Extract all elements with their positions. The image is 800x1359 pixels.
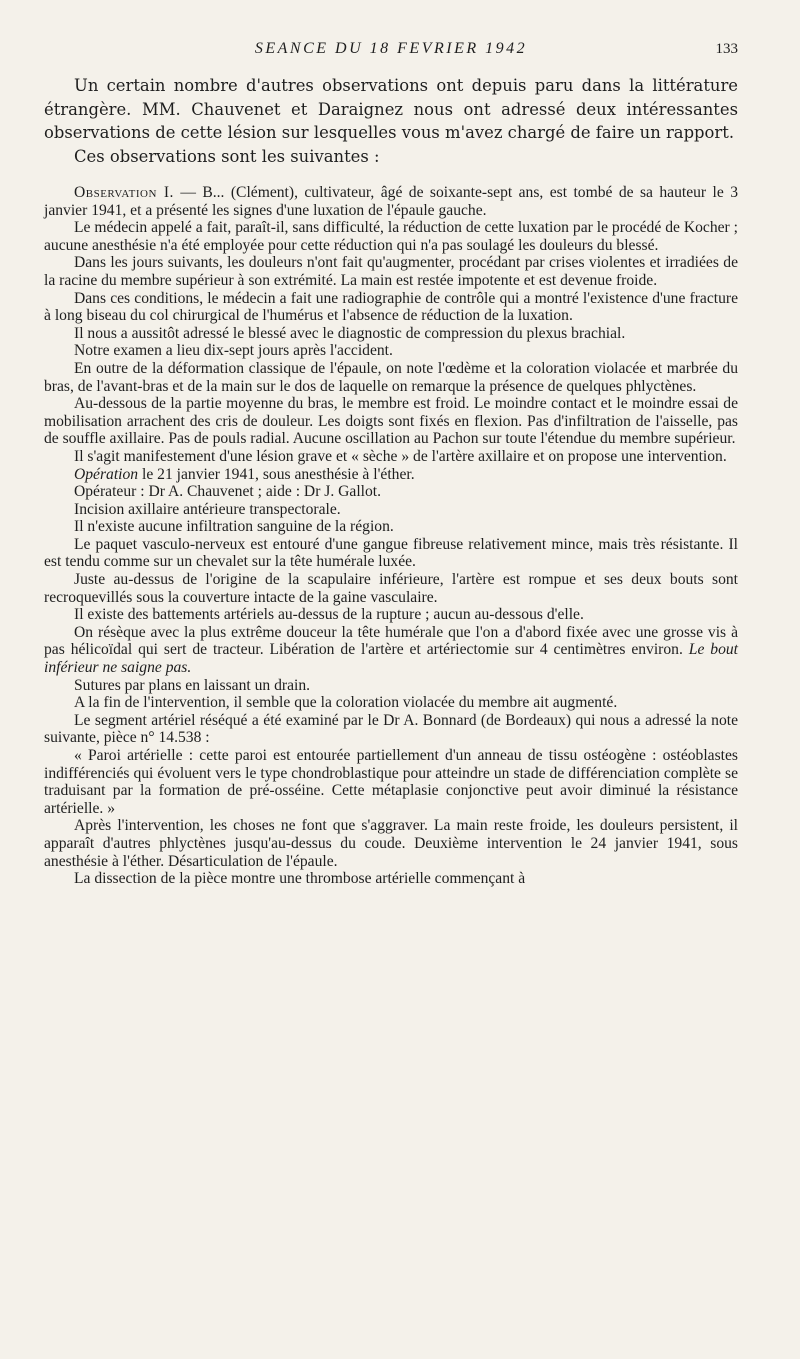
observation-paragraph: Le médecin appelé a fait, paraît-il, sans difficulté, la réduction de cette luxation par le procédé de Kocher ; aucune anesthésie n'a été employée pour cette réduction qui n'a pas soulagé les douleurs du blessé. (44, 219, 738, 254)
running-head (44, 40, 738, 74)
operation-text: le 21 janvier 1941, sous anesthésie à l'éther. (138, 465, 415, 483)
observation-paragraph: Sutures par plans en laissant un drain. (74, 676, 311, 694)
observation-paragraph: Le segment artériel réséqué a été examiné par le Dr A. Bonnard (de Bordeaux) qui nous a adressé la note suivante, pièce n° 14.538 : (44, 711, 738, 747)
observation-paragraph: Il existe des battements artériels au-dessus de la rupture ; aucun au-dessous d'elle. (74, 606, 584, 624)
observation-section (44, 184, 738, 888)
observation-paragraph: Il s'agit manifestement d'une lésion grave et « sèche » de l'artère axillaire et on propose une intervention. (74, 447, 727, 465)
operation-label: Opération (74, 465, 139, 483)
intro-paragraph: Ces observations sont les suivantes : (74, 146, 380, 166)
observation-paragraph: Juste au-dessus de l'origine de la scapulaire inférieure, l'artère est rompue et ses deux bouts sont recroquevillés sous la couverture intacte de la gaine vasculaire. (44, 571, 738, 606)
resection-italic: Le bout inférieur ne saigne pas. (44, 641, 739, 677)
observation-paragraph: Il n'existe aucune infiltration sanguine de la région. (74, 518, 394, 536)
observation-paragraph: Le paquet vasculo-nerveux est entouré d'une gangue fibreuse relativement mince, mais très résistante. Il est tendu comme sur un chevalet sur la tête humérale luxée. (44, 535, 738, 571)
page (44, 40, 738, 888)
observation-paragraph: Après l'intervention, les choses ne font que s'aggraver. La main reste froide, les douleurs persistent, il apparaît d'autres phlyctènes jusqu'au-dessus du coude. Deuxième intervention le 24 janvier 1941, sous anesthésie à l'éther. Désarticulation de l'épaule. (44, 817, 738, 870)
quote-paragraph: « Paroi artérielle : cette paroi est entourée partiellement d'un anneau de tissu ostéogène : ostéoblastes indifférenciés qui évoluent vers le type chondroblastique pour atteindre un stade de différenciation complète se traduisant par la formation de pré-osséine. Cette métaplasie conjonctive peut avoir diminué la résistance artérielle. » (44, 747, 738, 817)
observation-paragraph: En outre de la déformation classique de l'épaule, on note l'œdème et la coloration violacée et marbrée du bras, de l'avant-bras et de la main sur le dos de laquelle on remarque la présence de quelques phlyctènes. (44, 359, 738, 395)
observation-paragraph: Au-dessous de la partie moyenne du bras, le membre est froid. Le moindre contact et le moindre essai de mobilisation arrachent des cris de douleur. Les doigts sont fixés en flexion. Pas d'infiltration de l'aisselle, pas de souffle axillaire. Pas de pouls radial. Aucune oscillation au Pachon sur toute l'étendue du membre supérieur. (44, 395, 738, 448)
observation-paragraph: Dans les jours suivants, les douleurs n'ont fait qu'augmenter, procédant par crises violentes et irradiées de la racine du membre supérieur à son extrémité. La main est restée impotente et est devenue froide. (44, 254, 738, 289)
resection-paragraph (44, 624, 738, 677)
observation-label: Observation I. (74, 184, 174, 201)
observation-first-paragraph (44, 184, 738, 219)
observation-first-text: — B... (Clément), cultivateur, âgé de soixante-sept ans, est tombé de sa hauteur le 3 janvier 1941, et a présenté les signes d'une luxation de l'épaule gauche. (44, 184, 738, 219)
page-number: 133 (715, 41, 738, 57)
observation-paragraph: Il nous a aussitôt adressé le blessé avec le diagnostic de compression du plexus brachial. (74, 324, 626, 342)
observation-paragraph: A la fin de l'intervention, il semble que la coloration violacée du membre ait augmenté. (74, 694, 618, 712)
observation-paragraph: Dans ces conditions, le médecin a fait une radiographie de contrôle qui a montré l'existence d'une fracture à long biseau du col chirurgical de l'humérus et l'absence de réduction de la luxation. (44, 289, 738, 325)
observation-paragraph: Opérateur : Dr A. Chauvenet ; aide : Dr J. Gallot. (74, 483, 382, 501)
observation-paragraph: La dissection de la pièce montre une thrombose artérielle commençant à (74, 870, 526, 888)
intro-paragraph: Un certain nombre d'autres observations ont depuis paru dans la littérature étrangère. MM. Chauvenet et Daraignez nous ont adressé deux intéressantes observations de cette lésion sur lesquelles vous m'avez chargé de faire un rapport. (44, 76, 738, 142)
intro-section (44, 74, 738, 168)
running-title: SEANCE DU 18 FEVRIER 1942 (254, 40, 528, 57)
operation-paragraph (44, 466, 738, 484)
observation-paragraph: Notre examen a lieu dix-sept jours après l'accident. (74, 342, 393, 360)
observation-paragraph: Incision axillaire antérieure transpectorale. (74, 500, 341, 518)
resection-text: On résèque avec la plus extrême douceur la tête humérale que l'on a d'abord fixée avec une grosse vis à pas hélicoïdal qui sert de tracteur. Libération de l'artère et artériectomie sur 4 centimètres environ. (44, 623, 738, 659)
